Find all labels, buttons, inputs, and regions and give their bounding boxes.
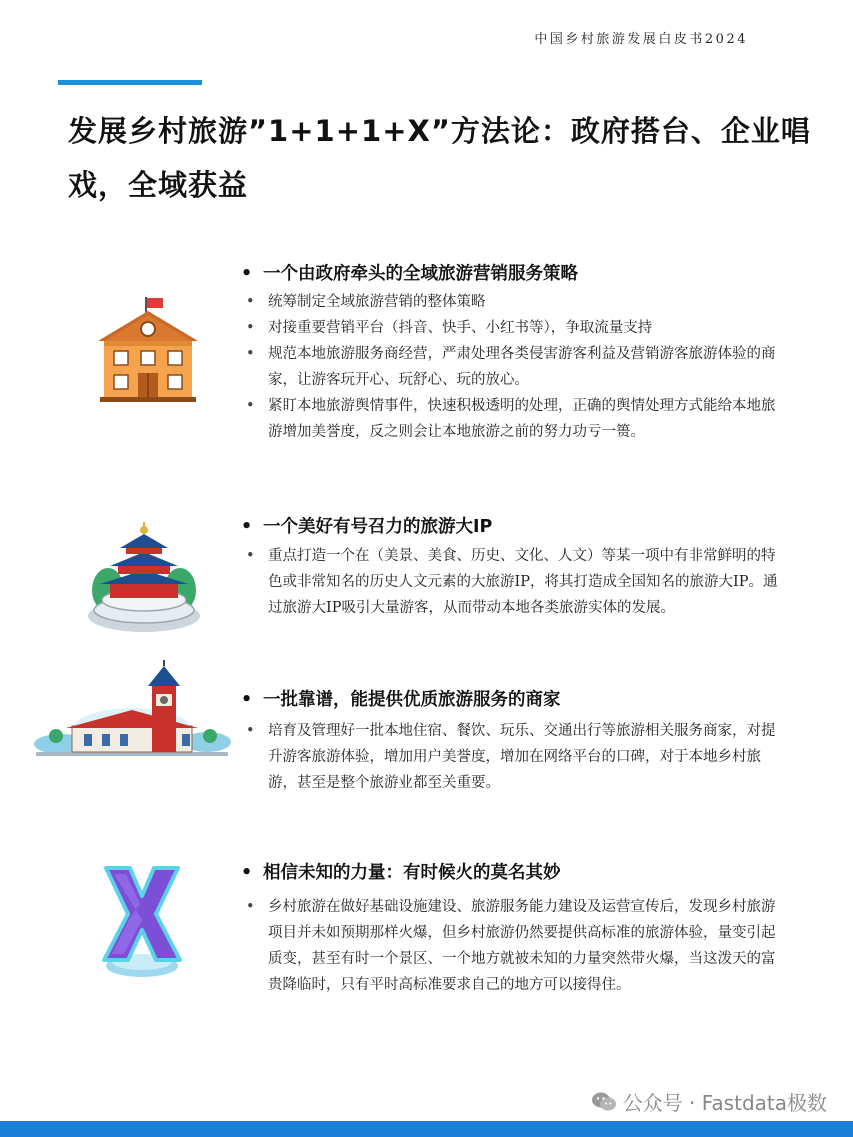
bullet-icon: • [241,863,253,883]
section-3-bullets [244,718,789,796]
list-item: • 重点打造一个在（美景、美食、历史、文化、人文）等某一项中有非常鲜明的特色或非常知名的历史人文元素的大旅游IP，将其打造成全国知名的旅游大IP。通过旅游大IP吸引大量游客，从而带动本地各类旅游实体的发展。 [244,543,789,621]
document-header: 中国乡村旅游发展白皮书2024 [534,32,748,47]
watermark [591,1087,827,1116]
list-item: • 乡村旅游在做好基础设施建设、旅游服务能力建设及运营宣传后，发现乡村旅游项目并未如预期那样火爆，但乡村旅游仍然要提供高标准的旅游体验，量变引起质变，甚至有时一个景区、一个地方就被未知的力量突然带火爆，当这泼天的富贵降临时，只有平时高标准要求自己的地方可以接得住。 [244,894,789,998]
section-4-bullets [244,894,789,998]
temple-of-heaven-icon [86,520,202,636]
section-1-bullets [244,289,789,445]
scenic-town-icon [32,660,232,760]
section-3-heading [241,686,561,711]
watermark-text: 公众号 · Fastdata极数 [622,1091,827,1115]
section-2-heading-text: 一个美好有号召力的旅游大IP [263,517,493,537]
list-item: • 对接重要营销平台（抖音、快手、小红书等），争取流量支持 [244,315,789,341]
bottom-bar [0,1121,853,1137]
bullet-icon: • [241,264,253,284]
bullet-icon: • [241,517,253,537]
accent-bar [58,80,202,85]
list-item: • 统筹制定全域旅游营销的整体策略 [244,289,789,315]
section-3-heading-text: 一批靠谱，能提供优质旅游服务的商家 [263,690,561,710]
section-1-heading-text: 一个由政府牵头的全域旅游营销服务策略 [263,264,578,284]
section-1-heading [241,260,578,285]
list-item: • 规范本地旅游服务商经营，严肃处理各类侵害游客利益及营销游客旅游体验的商家，让游客玩开心、玩舒心、玩的放心。 [244,341,789,393]
bullet-icon: • [241,690,253,710]
wechat-icon [591,1091,617,1113]
list-item: • 培育及管理好一批本地住宿、餐饮、玩乐、交通出行等旅游相关服务商家，对提升游客旅游体验，增加用户美誉度，增加在网络平台的口碑，对于本地乡村旅游，甚至是整个旅游业都至关重要。 [244,718,789,796]
section-2-bullets [244,543,789,621]
government-building-icon [96,295,200,403]
x-letter-icon [100,862,184,980]
list-item: • 紧盯本地旅游舆情事件，快速积极透明的处理，正确的舆情处理方式能给本地旅游增加美誉度，反之则会让本地旅游之前的努力功亏一篑。 [244,393,789,445]
section-2-heading [241,513,492,538]
section-4-heading [241,859,561,884]
page-title: 发展乡村旅游”1+1+1+X”方法论：政府搭台、企业唱戏，全域获益 [68,114,811,202]
section-4-heading-text: 相信未知的力量：有时候火的莫名其妙 [263,863,561,883]
